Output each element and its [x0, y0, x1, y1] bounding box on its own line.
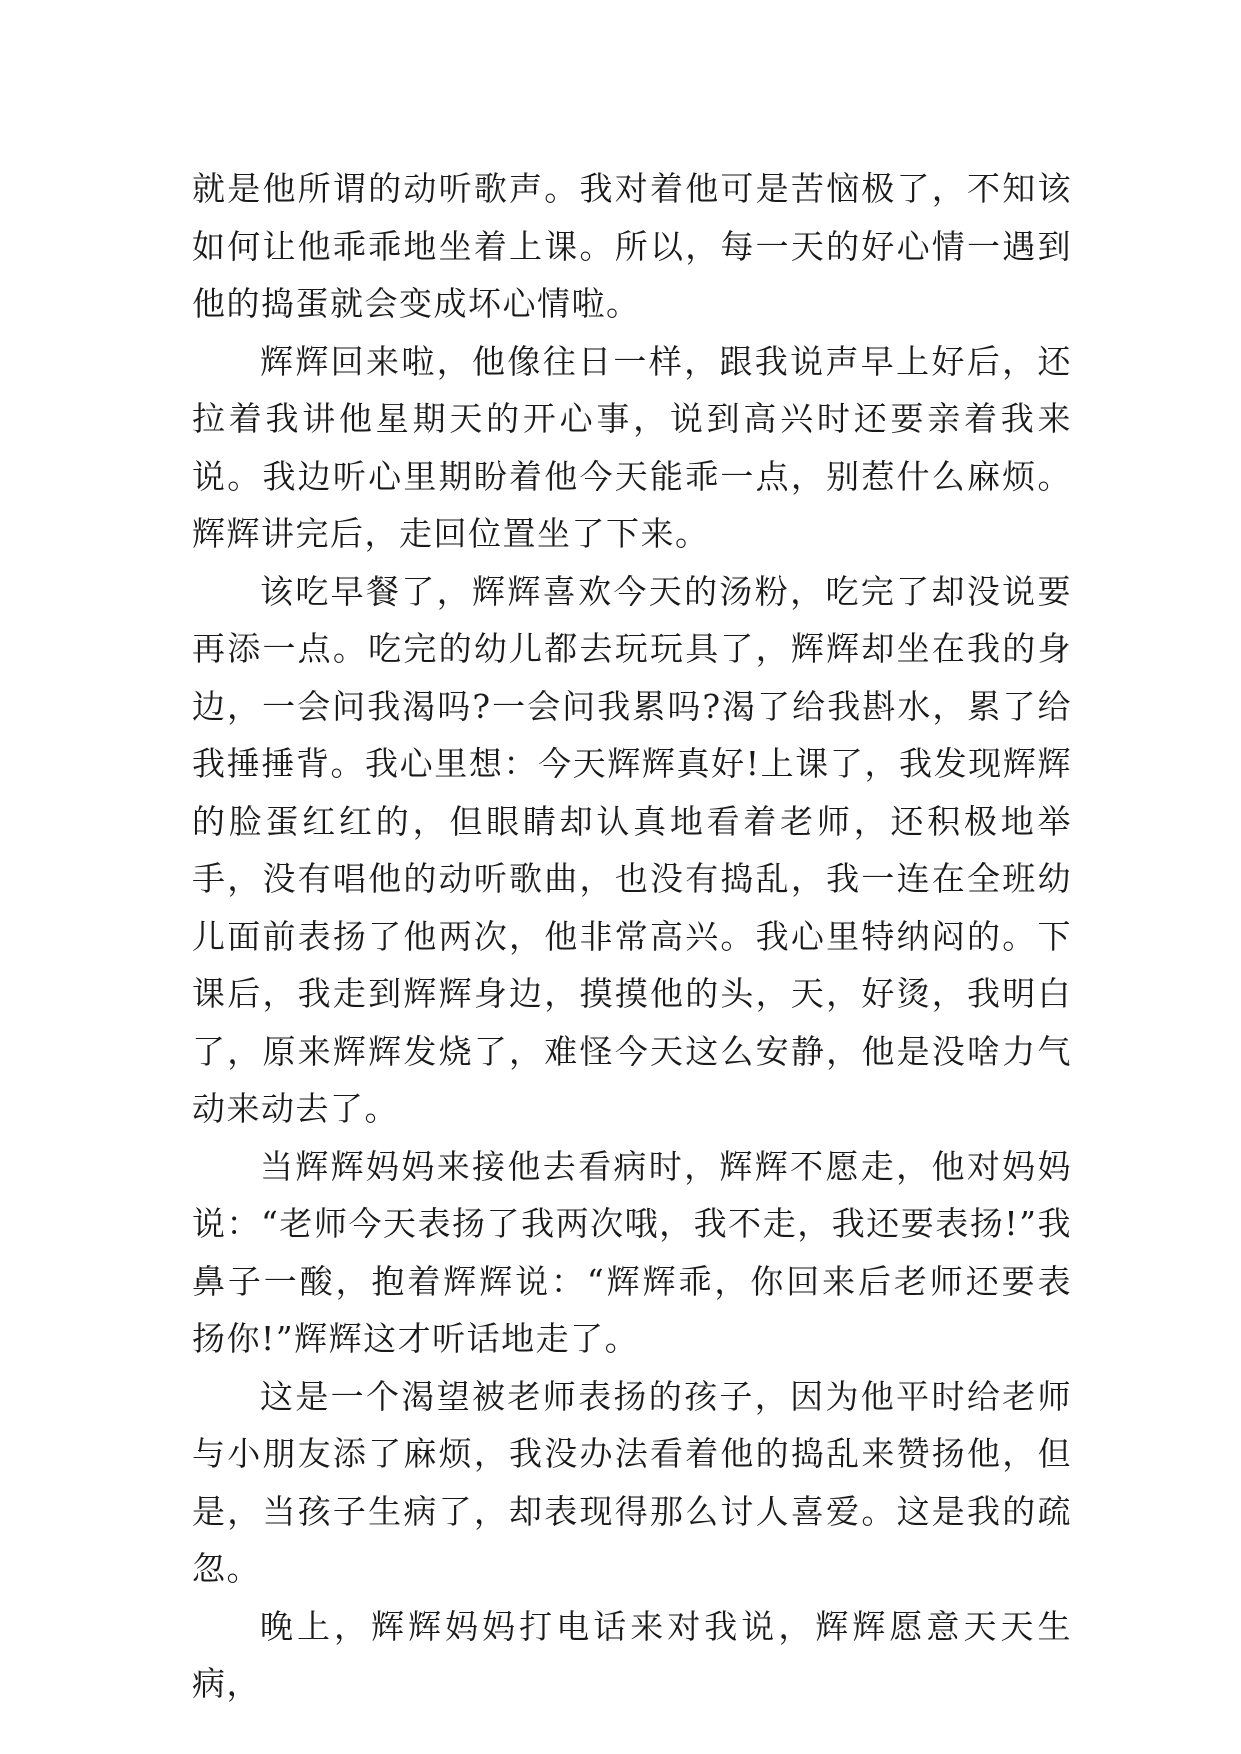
paragraph-1: 就是他所谓的动听歌声。我对着他可是苦恼极了，不知该如何让他乖乖地坐着上课。所以，每一天的好心情一遇到他的捣蛋就会变成坏心情啦。	[192, 169, 1072, 323]
paragraph-4: 当辉辉妈妈来接他去看病时，辉辉不愿走，他对妈妈说：“老师今天表扬了我两次哦，我不走，我还要表扬!”我鼻子一酸，抱着辉辉说：“辉辉乖，你回来后老师还要表扬你!”辉辉这才听话地走了。	[192, 1146, 1072, 1358]
paragraph-5: 这是一个渴望被老师表扬的孩子，因为他平时给老师与小朋友添了麻烦，我没办法看着他的捣乱来赞扬他，但是，当孩子生病了，却表现得那么讨人喜爱。这是我的疏忽。	[192, 1376, 1072, 1588]
paragraph-3: 该吃早餐了，辉辉喜欢今天的汤粉，吃完了却没说要再添一点。吃完的幼儿都去玩玩具了，辉辉却坐在我的身边，一会问我渴吗?一会问我累吗?渴了给我斟水，累了给我捶捶背。我心里想：今天辉辉真好!上课了，我发现辉辉的脸蛋红红的，但眼睛却认真地看着老师，还积极地举手，没有唱他的动听歌曲，也没有捣乱，我一连在全班幼儿面前表扬了他两次，他非常高兴。我心里特纳闷的。下课后，我走到辉辉身边，摸摸他的头，天，好烫，我明白了，原来辉辉发烧了，难怪今天这么安静，他是没啥力气动来动去了。	[192, 571, 1072, 1128]
paragraph-2: 辉辉回来啦，他像往日一样，跟我说声早上好后，还拉着我讲他星期天的开心事，说到高兴时还要亲着我来说。我边听心里期盼着他今天能乖一点，别惹什么麻烦。辉辉讲完后，走回位置坐了下来。	[192, 341, 1072, 553]
document-body	[192, 160, 1072, 1713]
paragraph-6: 晚上，辉辉妈妈打电话来对我说，辉辉愿意天天生病，	[192, 1606, 1072, 1703]
